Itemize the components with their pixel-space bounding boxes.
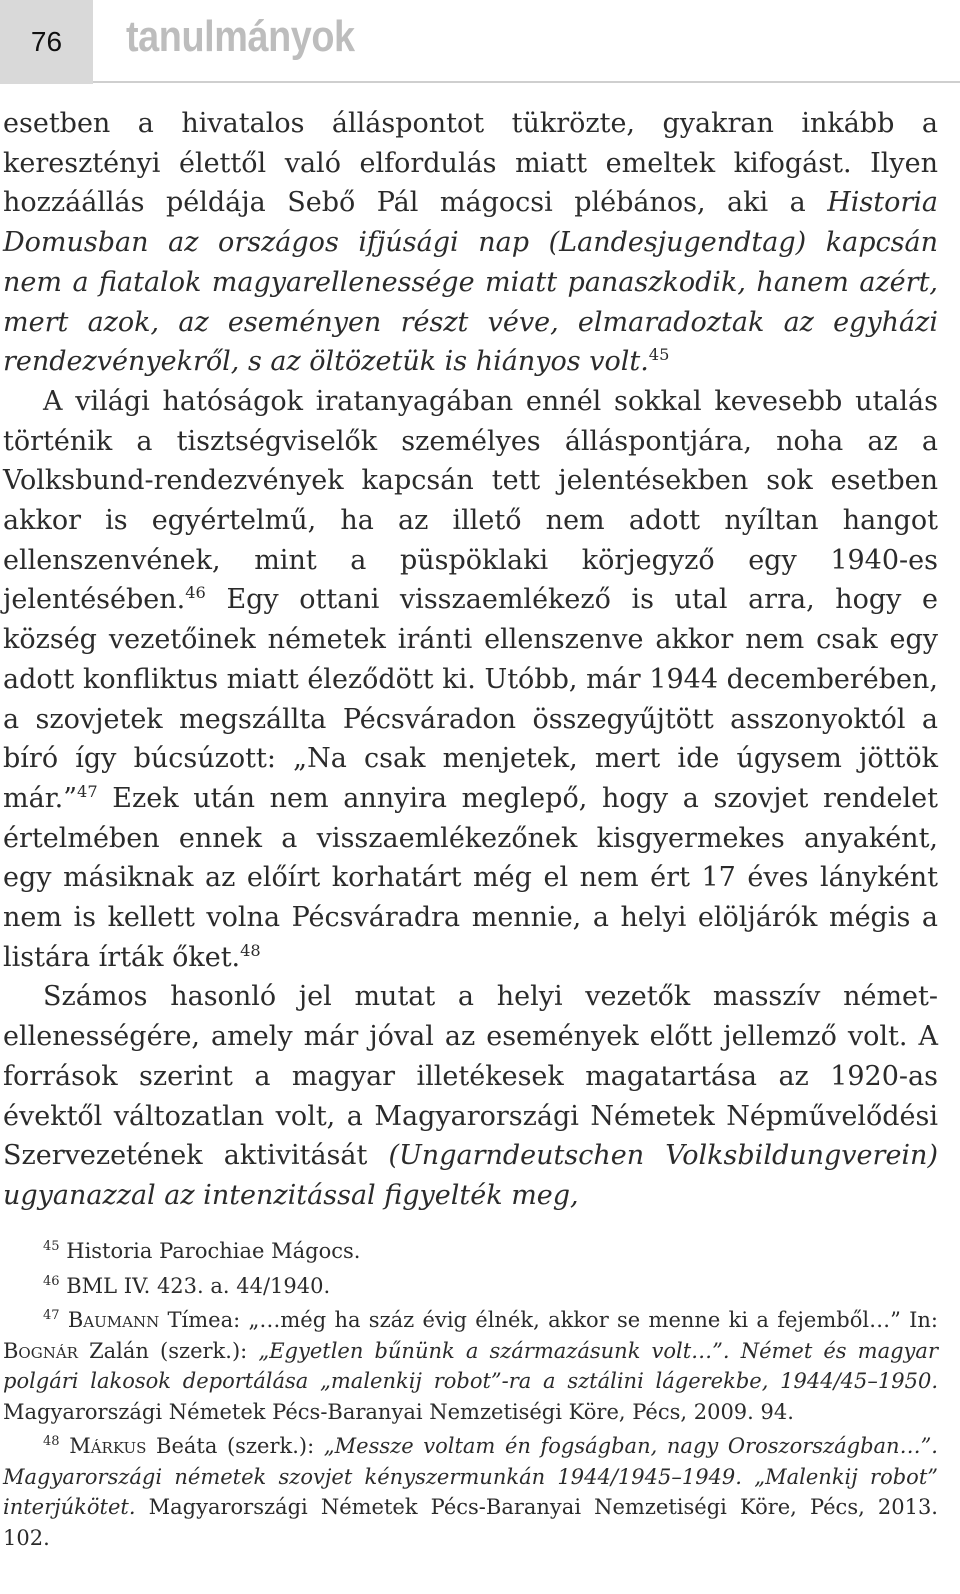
- text-run: Magyarországi Németek Pécs-Baranyai Nemzetiségi Köre, Pécs, 2009. 94.: [3, 1399, 794, 1424]
- footnote-reference: 47: [77, 781, 98, 801]
- footnote: [3, 1305, 938, 1427]
- footnote-number: 48: [43, 1434, 60, 1449]
- paragraph: [3, 104, 938, 382]
- text-run: Magyarországi Németek Pécs-Baranyai Nemzetiségi Köre, Pécs, 2013. 102.: [3, 1495, 938, 1550]
- text-run: Beáta (szerk.):: [146, 1434, 324, 1458]
- text-run: Ezek után nem annyira meglepő, hogy a szovjet rendelet értelmében ennek a visszaemlékezőnek kisgyermekes anyaként, egy másiknak az előírt korhatárt még el nem ért 17 éves lányként nem is kellett volna Pécsváradra mennie, a helyi elöljárók mégis a listára írták őket.: [3, 782, 938, 973]
- text-run: Zalán (szerk.):: [77, 1338, 259, 1363]
- footnote-reference: 48: [240, 940, 261, 960]
- text-run: Tímea: „…még ha száz évig élnék, akkor se menne ki a fejemből…” In:: [159, 1308, 938, 1332]
- author-name: Bognár: [3, 1338, 78, 1363]
- text-run: esetben a hivatalos álláspontot tükrözte, gyakran inkább a keresztényi élettől való elfordulás miatt emeltek kifogást. Ilyen hozzáállás példája Sebő Pál mágocsi plébános, aki a: [3, 108, 938, 219]
- section-title: tanulmányok: [126, 12, 355, 61]
- italic-text: (Ungarndeutschen Volksbildungverein): [388, 1140, 938, 1172]
- footnote-number: 45: [43, 1239, 60, 1254]
- italic-text: Historia Domusban az országos ifjúsági nap (Landesjugendtag) kapcsán nem a fiatalok magyarellenessége miatt panaszkodik, hanem azért, mert azok, az eseményen részt véve, elmaradoztak az egyházi rendezvényekről, s az öltözetük is hiányos volt.: [3, 187, 938, 378]
- italic-text: ugyanazzal az intenzitással figyelték meg,: [3, 1179, 579, 1211]
- text-run: Egy ottani visszaemlékező is utal arra, hogy e község vezetőinek németek iránti ellenszenve akkor nem csak egy adott konfliktus miatt éleződött ki. Utóbb, már 1944 decemberében, a szovjetek megszállta Pécsváradon összegyűjtött asszonyoktól a bíró így búcsúzott: „Na csak menjetek, mert ide úgysem jöttök már.”: [3, 584, 938, 814]
- paragraph: [3, 382, 938, 978]
- footnote: [3, 1236, 938, 1267]
- text-run: A világi hatóságok iratanyagában ennél sokkal kevesebb utalás történik a tisztségviselők személyes álláspontjára, noha az a Volksbund-rendezvények kapcsán tett jelentésekben sok esetben akkor is egyértelmű, ha az illető nem adott nyíltan hangot ellenszenvének, mint a püspöklaki körjegyző egy 1940-es jelentésében.: [3, 385, 938, 616]
- body-text: [3, 104, 938, 1216]
- text-run: Számos hasonló jel mutat a helyi vezetők masszív németellenességére, amely már jóval az események előtt jellemző volt. A források szerint a magyar illetékesek magatartása az 1920-as évektől változatlan volt, a Magyarországi Németek Népművelődési Szervezetének aktivitását: [3, 981, 938, 1172]
- paragraph: [3, 977, 938, 1215]
- footnote: [3, 1271, 938, 1302]
- footnotes: [3, 1236, 938, 1557]
- header-rule: [93, 81, 960, 83]
- footnote-reference: 45: [648, 345, 670, 365]
- running-header: [0, 0, 960, 84]
- footnote-number: 46: [43, 1273, 60, 1289]
- author-name: Márkus: [69, 1434, 147, 1458]
- author-name: Baumann: [67, 1308, 160, 1332]
- italic-text: „Egyetlen bűnünk a származásunk volt…”. Német és magyar polgári lakosok deportálása „malenkij robot”-ra a sztálini lágerekbe, 1944/45–1950.: [3, 1338, 938, 1393]
- italic-text: „Messze voltam én fogságban, nagy Oroszországban…”. Magyarországi németek szovjet kényszermunkán 1944/1945–1949. „Malenkij robot” interjúkötet.: [3, 1434, 938, 1519]
- text-run: Historia Parochiae Mágocs.: [66, 1239, 361, 1263]
- page-number: 76: [0, 0, 93, 84]
- text-run: BML IV. 423. a. 44/1940.: [66, 1273, 331, 1298]
- footnote-reference: 46: [185, 583, 206, 603]
- footnote-number: 47: [43, 1308, 60, 1323]
- footnote: [3, 1431, 938, 1553]
